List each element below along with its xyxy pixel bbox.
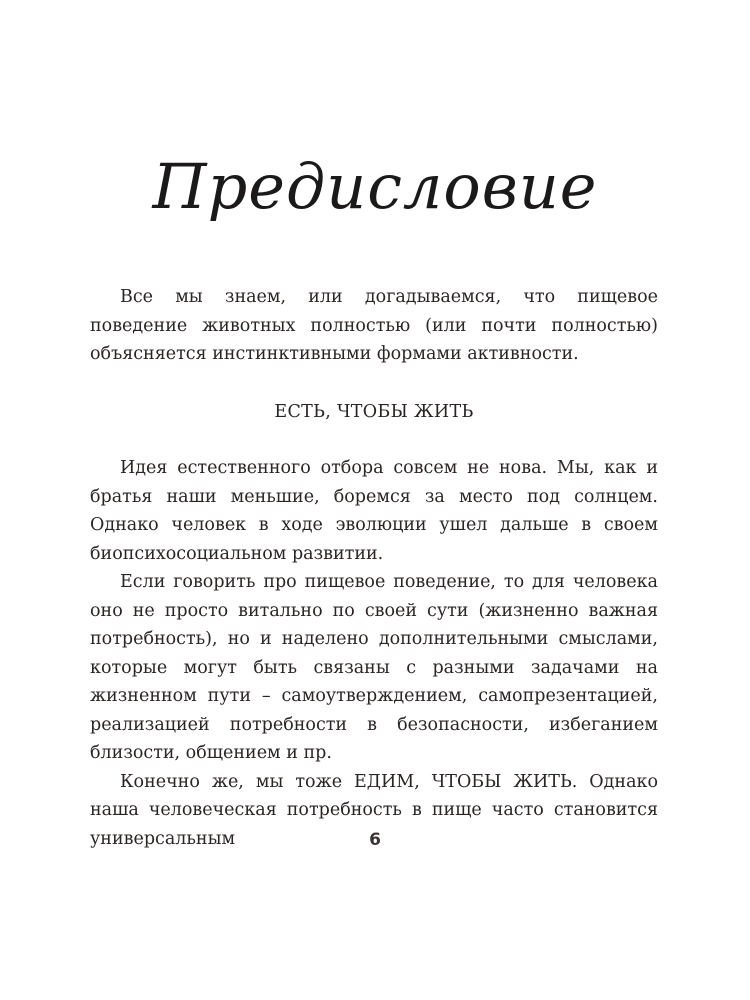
paragraph: Конечно же, мы тоже ЕДИМ, ЧТОБЫ ЖИТЬ. Однако наша человеческая потребность в пище часто становится универсальным	[90, 771, 658, 849]
intro-paragraph: Все мы знаем, или догадываемся, что пищевое поведение животных полностью (или почти полностью) объясняется инстинктивными формами активности.	[90, 287, 658, 364]
section-heading: ЕСТЬ, ЧТОБЫ ЖИТЬ	[274, 401, 474, 422]
paragraph: Идея естественного отбора совсем не нова. Мы, как и братья наши меньшие, боремся за место под солнцем. Однако человек в ходе эволюции ушел дальше в своем биопсихосоциальном развитии.	[90, 458, 658, 564]
paragraph: Если говорить про пищевое поведение, то для человека оно не просто витально по своей сути (жизненно важная потребность), но и наделено дополнительными смыслами, которые могут быть связаны с разными задачами на жизненном пути – самоутверждением, самопрезентацией, реализацией потребности в безопасности, избеганием близости, общением и пр.	[90, 572, 658, 763]
page-title: Предисловие	[152, 150, 598, 223]
body-text	[90, 283, 658, 853]
page-number: 6	[369, 830, 381, 850]
